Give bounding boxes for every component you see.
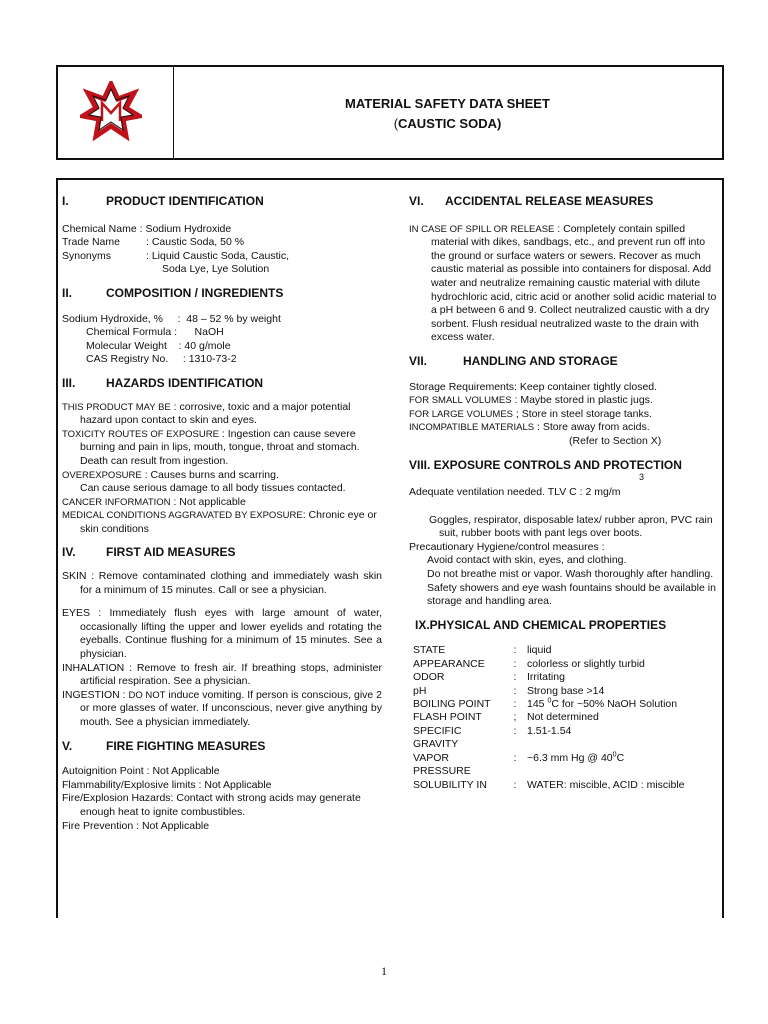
property-key: VAPOR PRESSURE <box>413 751 471 778</box>
properties-table <box>413 644 721 791</box>
section-number: IV. <box>62 545 76 560</box>
property-key: BOILING POINT <box>413 698 491 711</box>
hazard-paragraph <box>62 401 382 428</box>
first-aid-inhalation <box>62 662 382 689</box>
property-key: ODOR <box>413 671 445 684</box>
synonyms-value-cont: Soda Lye, Lye Solution <box>162 263 270 276</box>
first-aid-text: induce vomiting. If person is conscious, give 2 or more glasses of water. If unconscious, never give anything by mouth. See a physician immediately. <box>80 688 383 728</box>
composition-line: Chemical Formula : NaOH <box>86 326 224 339</box>
section-number: VI. <box>409 194 424 208</box>
first-aid-eyes <box>62 607 382 661</box>
property-superscript: 0 <box>547 697 552 705</box>
section-4-heading <box>62 546 382 560</box>
property-row <box>413 658 721 671</box>
section-1-heading <box>62 195 382 209</box>
storage-line <box>409 421 721 435</box>
storage-line: Storage Requirements: Keep container tightly closed. <box>409 380 658 393</box>
section-8-heading: VIII. EXPOSURE CONTROLS AND PROTECTION <box>409 457 682 472</box>
spill-label: IN CASE OF SPILL OR RELEASE <box>409 223 555 235</box>
property-value <box>521 779 685 792</box>
synonyms-row <box>62 250 382 264</box>
property-value <box>521 685 604 698</box>
property-value <box>521 711 599 724</box>
property-value-text: 145 <box>527 698 548 711</box>
chemical-name: Chemical Name : Sodium Hydroxide <box>62 222 232 235</box>
storage-label: FOR LARGE VOLUMES <box>409 408 513 420</box>
fire-line: Fire/Explosion Hazards: Contact with strong acids may generate enough heat to ignite combustibles. <box>62 792 361 818</box>
section-title: HANDLING AND STORAGE <box>463 353 618 368</box>
storage-ref: (Refer to Section X) <box>569 434 662 447</box>
property-value-text: C for ~50% NaOH Solution <box>551 698 678 711</box>
page-subtitle <box>173 117 722 131</box>
superscript-3: 3 <box>639 472 645 483</box>
section-3-heading <box>62 377 382 391</box>
hazard-label: TOXICITY ROUTES OF EXPOSURE <box>62 428 219 440</box>
property-row <box>413 711 721 724</box>
property-key: SPECIFIC GRAVITY <box>413 724 462 751</box>
storage-label: FOR SMALL VOLUMES <box>409 395 512 407</box>
header-divider <box>173 67 174 158</box>
property-value <box>521 752 624 779</box>
first-aid-ingestion: INGESTION : DO NOT induce vomiting. If person is conscious, give 2 or more glasses of water. If unconscious, never give anything by mouth. See a physician immediately. <box>62 688 383 728</box>
hazard-text: : Not applicable <box>170 495 246 508</box>
property-value-text: liquid <box>527 644 552 657</box>
first-aid-label: INHALATION <box>62 661 125 674</box>
hazard-paragraph <box>62 509 382 536</box>
section-9-heading: IX.PHYSICAL AND CHEMICAL PROPERTIES <box>415 617 667 632</box>
property-value-text: Strong base >14 <box>527 684 605 697</box>
fire-line: Flammability/Explosive limits : Not Applicable <box>62 778 272 791</box>
property-colon: : <box>513 724 517 737</box>
first-aid-text: : Remove contaminated clothing and immediately wash skin for a minimum of 15 minutes. Call or see a physician. <box>80 570 382 596</box>
hazard-label: CANCER INFORMATION <box>62 496 171 508</box>
section-number: II. <box>62 285 73 300</box>
section-number: VII. <box>409 353 428 368</box>
right-column <box>409 195 721 792</box>
property-key: APPEARANCE <box>413 657 485 670</box>
property-value <box>521 644 552 657</box>
property-key: SOLUBILITY IN <box>413 778 487 791</box>
hazard-text: : Chronic eye or skin conditions <box>80 509 377 535</box>
section-title: HAZARDS IDENTIFICATION <box>106 375 264 390</box>
property-row <box>413 779 721 792</box>
property-value-text: colorless or slightly turbid <box>527 657 645 670</box>
subtitle-open-paren: ( <box>393 116 399 131</box>
property-value-text: Irritating <box>527 671 565 684</box>
storage-line <box>409 394 721 408</box>
storage-text: ; Store in steel storage tanks. <box>513 407 652 420</box>
spill-text: : Completely contain spilled material with dikes, sandbags, etc., and prevent run off into the ground or surface waters or sewers. Recover as much caustic material as possible into containers for disposal. Add water and neutralize remaining caustic material with dilute hydrochloric acid, citric acid or another solid acidic material to a pH between 6 and 9. Collect neutralized caustic with a dry sorbent. Flush residual neutralized waste to the drain with excess water. <box>431 222 717 344</box>
property-row <box>413 644 721 657</box>
storage-text: : Maybe stored in plastic jugs. <box>511 394 653 407</box>
hazard-paragraph <box>62 496 382 510</box>
property-value <box>521 725 571 752</box>
section-7-heading <box>409 355 721 369</box>
property-value <box>521 671 565 684</box>
section-6-heading <box>409 195 721 209</box>
fire-line: Fire Prevention : Not Applicable <box>62 819 210 832</box>
property-row <box>413 752 721 779</box>
hazard-text: : Ingestion can cause severe burning and pain in lips, mouth, tongue, throat and stomach. Death can result from ingestion. <box>80 427 360 467</box>
property-value <box>521 698 677 711</box>
section-number: I. <box>62 194 69 208</box>
page-number: 1 <box>381 964 387 978</box>
first-aid-label: EYES <box>62 607 91 620</box>
first-aid-label: INGESTION <box>62 688 120 701</box>
hazard-label: THIS PRODUCT MAY BE <box>62 401 171 413</box>
composition-line: Sodium Hydroxide, % : 48 – 52 % by weight <box>62 312 281 325</box>
property-colon: : <box>513 657 517 670</box>
property-colon: : <box>513 778 517 791</box>
first-aid-skin <box>62 570 382 597</box>
property-colon: : <box>513 644 517 657</box>
section-number: V. <box>62 738 73 753</box>
hygiene-title: Precautionary Hygiene/control measures : <box>409 540 605 553</box>
first-aid-text: : Remove to fresh air. If breathing stops, administer artificial respiration. See a physician. <box>80 661 382 688</box>
storage-line <box>409 408 721 422</box>
page-title: MATERIAL SAFETY DATA SHEET <box>345 96 550 111</box>
property-colon: : <box>513 684 517 697</box>
property-colon: : <box>513 751 517 764</box>
hazard-paragraph <box>62 428 382 469</box>
property-value <box>521 658 645 671</box>
fire-line: Autoignition Point : Not Applicable <box>62 765 220 778</box>
composition-line: Molecular Weight : 40 g/mole <box>86 339 231 352</box>
subtitle-text: CAUSTIC SODA) <box>398 116 502 131</box>
trade-name-value: : Caustic Soda, 50 % <box>146 236 245 249</box>
property-colon: ; <box>513 711 517 724</box>
first-aid-label: SKIN <box>62 570 87 583</box>
property-row <box>413 725 721 752</box>
section-title: ACCIDENTAL RELEASE MEASURES <box>445 194 654 208</box>
trade-name-row <box>62 236 382 250</box>
spill-paragraph <box>409 223 721 345</box>
hazard-label: OVEREXPOSURE <box>62 469 142 481</box>
property-colon: : <box>513 698 517 711</box>
section-2-heading <box>62 287 382 301</box>
property-value-text: WATER: miscible, ACID : miscible <box>527 778 685 791</box>
hazard-text-cont: Can cause serious damage to all body tissues contacted. <box>80 482 346 495</box>
property-colon: : <box>513 671 517 684</box>
hygiene-line: Do not breathe mist or vapor. Wash thoroughly after handling. Safety showers and eye wash fountains should be available in storage and handling area. <box>427 568 716 608</box>
section-title: FIRE FIGHTING MEASURES <box>106 738 266 753</box>
ppe-text: Goggles, respirator, disposable latex/ rubber apron, PVC rain suit, rubber boots with pant legs over boots. <box>429 513 713 540</box>
section-title: COMPOSITION / INGREDIENTS <box>106 285 284 300</box>
synonyms-key: Synonyms <box>62 249 112 262</box>
hazard-text: : corrosive, toxic and a major potential hazard upon contact to skin and eyes. <box>80 400 351 427</box>
first-aid-text: : Immediately flush eyes with large amount of water, occasionally lifting the upper and lower eyelids and rotating the eyeballs. Continue flushing for a minimum of 15 minutes. See a physician. <box>80 607 382 661</box>
property-key: pH <box>413 684 427 697</box>
property-row <box>413 671 721 684</box>
trade-name-key: Trade Name <box>62 236 120 249</box>
property-superscript: 0 <box>612 751 617 759</box>
storage-label: INCOMPATIBLE MATERIALS <box>409 422 535 434</box>
property-key: STATE <box>413 644 446 657</box>
property-value-text: Not determined <box>527 711 599 724</box>
hazard-paragraph <box>62 469 382 483</box>
first-aid-emphasis: DO NOT <box>128 689 166 701</box>
left-column <box>62 195 382 833</box>
hygiene-line: Avoid contact with skin, eyes, and clothing. <box>427 554 627 567</box>
property-key: FLASH POINT <box>413 711 482 724</box>
tlv-line: Adequate ventilation needed. TLV C : 2 mg/m <box>409 486 621 499</box>
property-row <box>413 698 721 711</box>
property-value-text: C <box>616 751 625 764</box>
company-star-logo-icon <box>80 81 142 143</box>
hazard-text: : Causes burns and scarring. <box>141 468 279 481</box>
composition-line: CAS Registry No. : 1310-73-2 <box>86 353 237 366</box>
section-title: FIRST AID MEASURES <box>106 545 236 560</box>
property-value-text: ~6.3 mm Hg @ 40 <box>527 751 613 764</box>
property-row <box>413 685 721 698</box>
header-box <box>56 65 724 160</box>
property-value-text: 1.51-1.54 <box>527 724 572 737</box>
section-title: PRODUCT IDENTIFICATION <box>106 194 264 208</box>
section-5-heading <box>62 740 382 754</box>
hazard-label: MEDICAL CONDITIONS AGGRAVATED BY EXPOSURE <box>62 510 303 522</box>
section-number: III. <box>62 375 76 390</box>
storage-text: : Store away from acids. <box>534 421 650 434</box>
synonyms-value: : Liquid Caustic Soda, Caustic, <box>146 249 289 262</box>
